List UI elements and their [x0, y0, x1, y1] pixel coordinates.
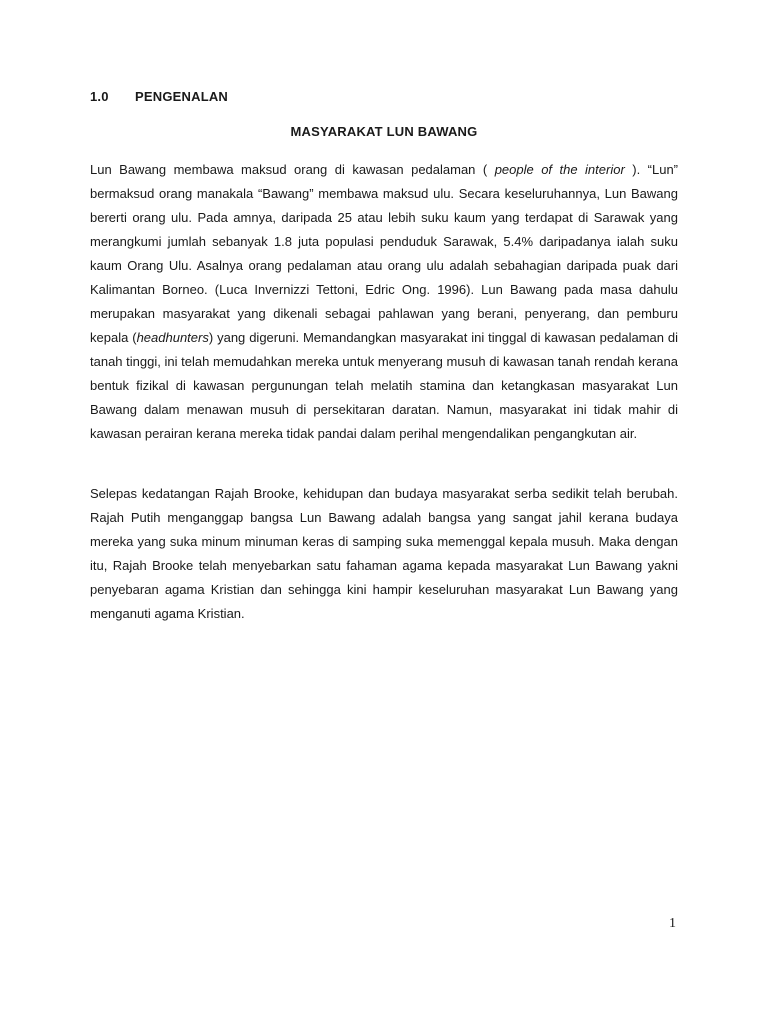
paragraph-introduction [90, 158, 678, 446]
paragraph1-text-c: ) yang digeruni. Memandangkan masyarakat ini tinggal di kawasan pedalaman di tanah tinggi, ini telah memudahkan mereka untuk menyerang musuh di kawasan tanah rendah kerana bentuk fizikal di kawasan pergunungan telah melatih stamina dan ketangkasan masyarakat Lun Bawang dalam menawan musuh di persekitaran daratan. Namun, masyarakat ini tidak mahir di kawasan perairan kerana mereka tidak pandai dalam perihal mengendalikan pengangkutan air. [90, 330, 679, 441]
paragraph-rajah-brooke: Selepas kedatangan Rajah Brooke, kehidupan dan budaya masyarakat serba sedikit telah berubah. Rajah Putih menganggap bangsa Lun Bawang adalah bangsa yang sangat jahil kerana budaya mereka yang suka minum minuman keras di samping suka memenggal kepala musuh. Maka dengan itu, Rajah Brooke telah menyebarkan satu fahaman agama kepada masyarakat Lun Bawang yakni penyebaran agama Kristian dan sehingga kini hampir keseluruhan masyarakat Lun Bawang yang menganuti agama Kristian. [90, 486, 678, 621]
paragraph1-italic-headhunters: headhunters [136, 330, 209, 345]
section-heading [90, 89, 228, 104]
section-number: 1.0 [90, 89, 109, 104]
paragraph1-italic-people-of-the-interior: people of the interior [494, 162, 625, 177]
page-number: 1 [669, 916, 676, 931]
paragraph1-text-b: ). “Lun” bermaksud orang manakala “Bawang” membawa maksud ulu. Secara keseluruhannya, Lun Bawang bererti orang ulu. Pada amnya, daripada 25 atau lebih suku kaum yang terdapat di Sarawak yang merangkumi jumlah sebanyak 1.8 juta populasi penduduk Sarawak, 5.4% daripadanya ialah suku kaum Orang Ulu. Asalnya orang pedalaman atau orang ulu adalah sebahagian daripada puak dari Kalimantan Borneo. (Luca Invernizzi Tettoni, Edric Ong. 1996). Lun Bawang pada masa dahulu merupakan masyarakat yang dikenali sebagai pahlawan yang berani, penyerang, dan pemburu kepala ( [90, 162, 679, 345]
section-title: PENGENALAN [135, 89, 229, 104]
document-title: MASYARAKAT LUN BAWANG [290, 124, 478, 139]
paragraph1-text-a: Lun Bawang membawa maksud orang di kawasan pedalaman ( [90, 162, 495, 177]
